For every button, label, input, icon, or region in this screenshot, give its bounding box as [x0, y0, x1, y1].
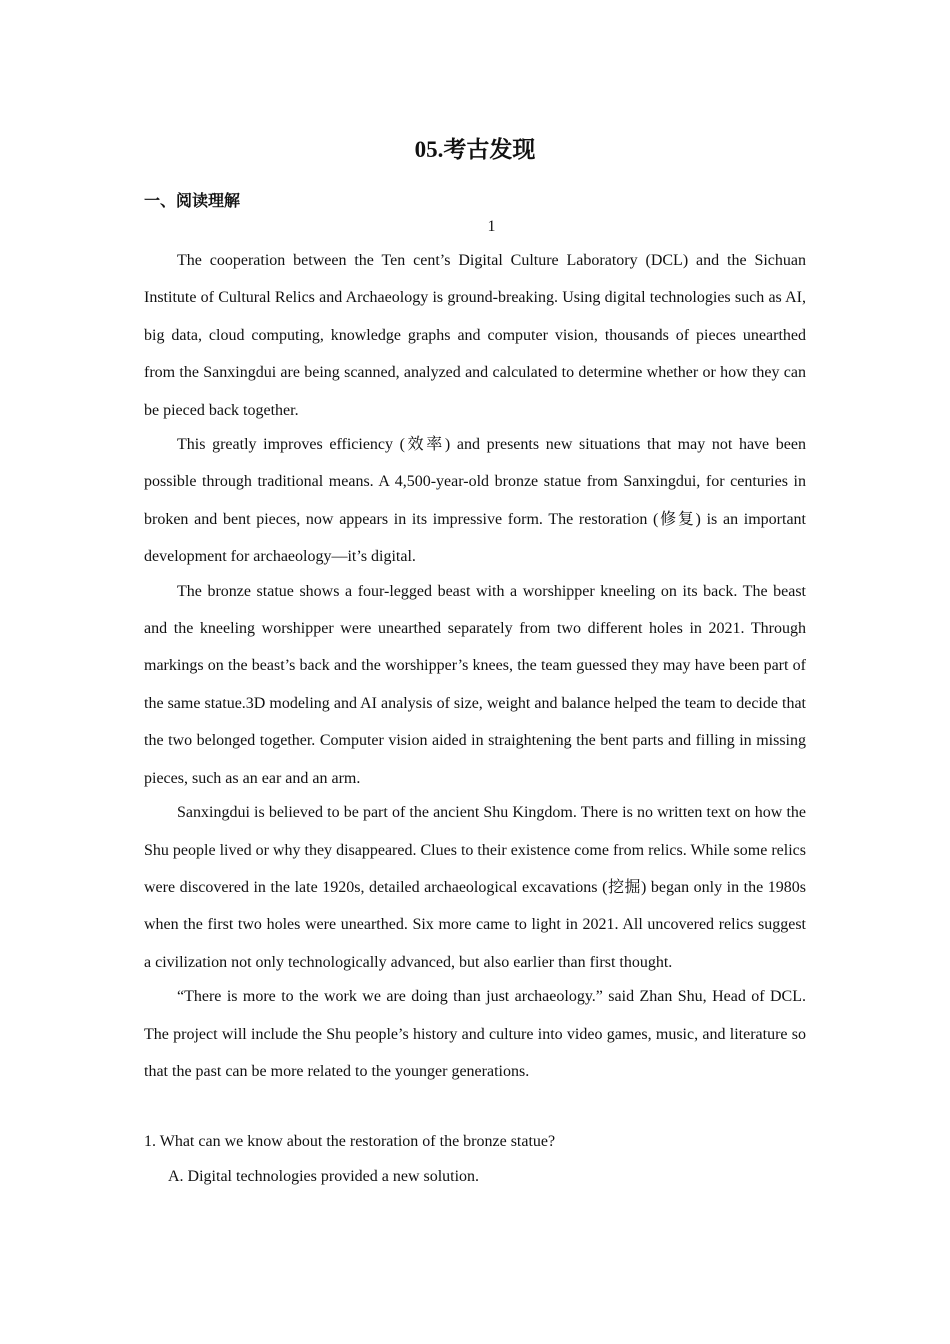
passage-paragraph: Sanxingdui is believed to be part of the ancient Shu Kingdom. There is no written text on how the Shu people lived or why they disappeared. Clues to their existence come from relics. While some relics were discovered in the late 1920s, detailed archaeological excavations (挖掘) began only in the 1980s when the first two holes were unearthed. Six more came to light in 2021. All uncovered relics suggest a civilization not only technologically advanced, but also earlier than first thought. — [144, 804, 806, 971]
section-heading: 一、阅读理解 — [144, 193, 241, 210]
passage-paragraph: This greatly improves efficiency (效率) and presents new situations that may not have been possible through traditional means. A 4,500-year-old bronze statue from Sanxingdui, for centuries in broken and bent pieces, now appears in its impressive form. The restoration (修复) is an important development for archaeology—it’s digital. — [144, 436, 806, 566]
passage-number: 1 — [487, 218, 496, 235]
page-title: 05.考古发现 — [414, 137, 536, 162]
passage-paragraph: “There is more to the work we are doing than just archaeology.” said Zhan Shu, Head of DCL. The project will include the Shu people’s history and culture into video games, music, and literature so that the past can be more related to the younger generations. — [144, 988, 806, 1080]
reading-passage — [144, 242, 806, 1087]
question-1: 1. What can we know about the restoration of the bronze statue? — [144, 1133, 556, 1150]
passage-paragraph: The bronze statue shows a four-legged beast with a worshipper kneeling on its back. The beast and the kneeling worshipper were unearthed separately from two different holes in 2021. Through markings on the beast’s back and the worshipper’s knees, the team guessed they may have been part of the same statue.3D modeling and AI analysis of size, weight and balance helped the team to decide that the two belonged together. Computer vision aided in straightening the bent parts and filling in missing pieces, such as an ear and an arm. — [144, 582, 806, 787]
question-1-option-a: A. Digital technologies provided a new solution. — [168, 1168, 480, 1185]
passage-paragraph: The cooperation between the Ten cent’s Digital Culture Laboratory (DCL) and the Sichuan Institute of Cultural Relics and Archaeology is ground-breaking. Using digital technologies such as AI, big data, cloud computing, knowledge graphs and computer vision, thousands of pieces unearthed from the Sanxingdui are being scanned, analyzed and calculated to determine whether or how they can be pieced back together. — [144, 252, 806, 419]
